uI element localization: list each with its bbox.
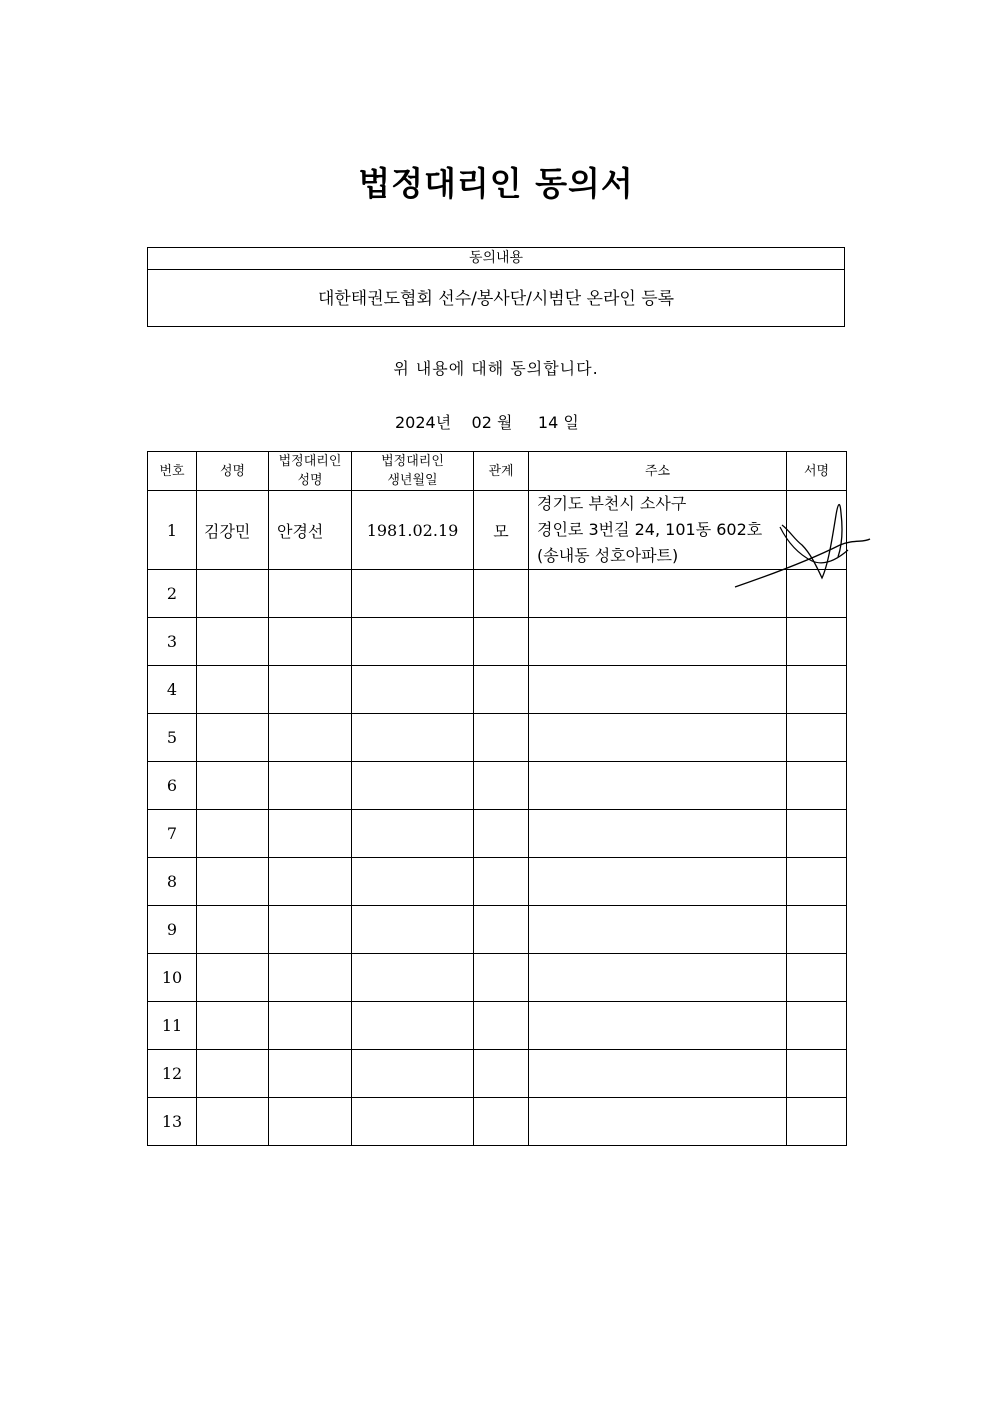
table-row — [148, 570, 847, 618]
row-guardian — [269, 1002, 352, 1050]
row-address — [529, 618, 787, 666]
row-birth — [352, 762, 474, 810]
table-row — [148, 1050, 847, 1098]
row-address: 경기도 부천시 소사구 경인로 3번길 24, 101동 602호 (송내동 성호아파트) — [529, 491, 787, 570]
row-address — [529, 810, 787, 858]
row-address — [529, 666, 787, 714]
row-birth — [352, 618, 474, 666]
row-signature — [787, 858, 847, 906]
row-name — [197, 906, 269, 954]
row-signature — [787, 906, 847, 954]
row-relation — [474, 618, 529, 666]
row-guardian — [269, 1050, 352, 1098]
table-row — [148, 954, 847, 1002]
row-no: 4 — [148, 666, 197, 714]
header-guardian-name: 법정대리인 성명 — [269, 452, 352, 491]
table-row — [148, 906, 847, 954]
header-relation: 관계 — [474, 452, 529, 491]
row-address — [529, 1002, 787, 1050]
row-relation — [474, 1050, 529, 1098]
date-line — [395, 410, 579, 433]
table-row — [148, 714, 847, 762]
row-address — [529, 906, 787, 954]
date-month: 02 — [471, 413, 492, 432]
row-address — [529, 954, 787, 1002]
row-address — [529, 858, 787, 906]
row-address — [529, 1050, 787, 1098]
row-birth — [352, 666, 474, 714]
row-no: 13 — [148, 1098, 197, 1146]
row-birth — [352, 570, 474, 618]
row-no: 11 — [148, 1002, 197, 1050]
row-relation — [474, 954, 529, 1002]
row-relation — [474, 666, 529, 714]
row-birth — [352, 810, 474, 858]
row-name: 김강민 — [197, 491, 269, 570]
row-no: 8 — [148, 858, 197, 906]
registration-table — [147, 451, 847, 1146]
row-relation: 모 — [474, 491, 529, 570]
row-guardian — [269, 858, 352, 906]
row-address — [529, 570, 787, 618]
header-signature: 서명 — [787, 452, 847, 491]
row-name — [197, 618, 269, 666]
row-guardian — [269, 762, 352, 810]
row-no: 1 — [148, 491, 197, 570]
table-row — [148, 491, 847, 570]
row-address — [529, 762, 787, 810]
table-row — [148, 810, 847, 858]
row-signature — [787, 491, 847, 570]
table-row — [148, 762, 847, 810]
table-header-row — [148, 452, 847, 491]
row-relation — [474, 762, 529, 810]
row-relation — [474, 810, 529, 858]
table-row — [148, 858, 847, 906]
header-no: 번호 — [148, 452, 197, 491]
date-day: 14 — [537, 413, 559, 432]
row-guardian — [269, 906, 352, 954]
row-no: 10 — [148, 954, 197, 1002]
row-relation — [474, 1002, 529, 1050]
row-relation — [474, 906, 529, 954]
row-birth — [352, 954, 474, 1002]
row-no: 2 — [148, 570, 197, 618]
row-signature — [787, 810, 847, 858]
row-name — [197, 858, 269, 906]
page-title: 법정대리인 동의서 — [358, 164, 634, 203]
header-name: 성명 — [197, 452, 269, 491]
row-guardian — [269, 570, 352, 618]
row-name — [197, 1050, 269, 1098]
row-guardian — [269, 810, 352, 858]
row-name — [197, 666, 269, 714]
date-year: 2024년 — [395, 413, 452, 432]
row-relation — [474, 714, 529, 762]
row-signature — [787, 1002, 847, 1050]
row-name — [197, 570, 269, 618]
row-no: 6 — [148, 762, 197, 810]
row-name — [197, 762, 269, 810]
row-no: 7 — [148, 810, 197, 858]
row-guardian — [269, 954, 352, 1002]
row-signature — [787, 570, 847, 618]
table-row — [148, 618, 847, 666]
row-birth: 1981.02.19 — [352, 491, 474, 570]
row-no: 12 — [148, 1050, 197, 1098]
table-row — [148, 1098, 847, 1146]
row-birth — [352, 906, 474, 954]
row-signature — [787, 1098, 847, 1146]
agree-statement: 위 내용에 대해 동의합니다. — [393, 359, 599, 378]
row-address — [529, 1098, 787, 1146]
row-birth — [352, 1050, 474, 1098]
row-name — [197, 714, 269, 762]
row-guardian — [269, 714, 352, 762]
row-guardian — [269, 618, 352, 666]
header-address: 주소 — [529, 452, 787, 491]
row-address — [529, 714, 787, 762]
table-row — [148, 666, 847, 714]
date-day-unit: 일 — [563, 413, 579, 432]
row-name — [197, 954, 269, 1002]
consent-header: 동의내용 — [148, 248, 844, 270]
row-signature — [787, 762, 847, 810]
consent-body: 대한태권도협회 선수/봉사단/시범단 온라인 등록 — [317, 289, 675, 309]
row-name — [197, 810, 269, 858]
table-row — [148, 1002, 847, 1050]
row-relation — [474, 1098, 529, 1146]
row-signature — [787, 714, 847, 762]
row-name — [197, 1098, 269, 1146]
row-guardian — [269, 666, 352, 714]
row-signature — [787, 666, 847, 714]
row-signature — [787, 618, 847, 666]
consent-box — [147, 247, 845, 327]
row-guardian: 안경선 — [269, 491, 352, 570]
row-no: 3 — [148, 618, 197, 666]
row-birth — [352, 714, 474, 762]
row-birth — [352, 1002, 474, 1050]
row-name — [197, 1002, 269, 1050]
date-month-unit: 월 — [496, 413, 513, 432]
row-no: 9 — [148, 906, 197, 954]
row-signature — [787, 954, 847, 1002]
row-birth — [352, 858, 474, 906]
row-relation — [474, 570, 529, 618]
row-signature — [787, 1050, 847, 1098]
row-no: 5 — [148, 714, 197, 762]
header-guardian-birth: 법정대리인 생년월일 — [352, 452, 474, 491]
row-birth — [352, 1098, 474, 1146]
row-relation — [474, 858, 529, 906]
row-guardian — [269, 1098, 352, 1146]
